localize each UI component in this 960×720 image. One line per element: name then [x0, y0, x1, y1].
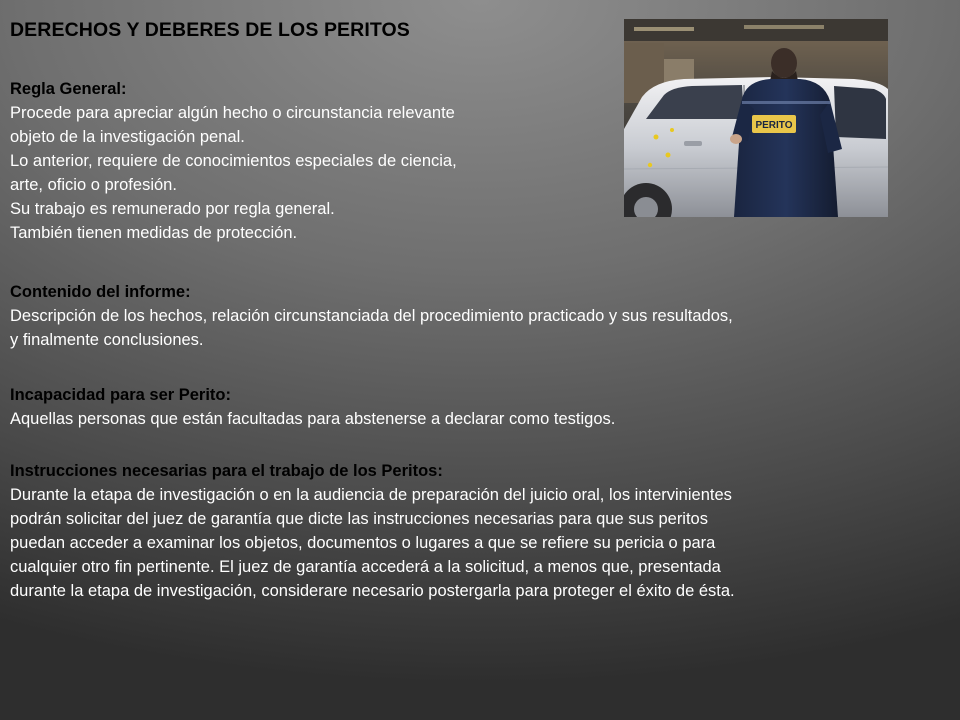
perito-photo: [624, 19, 888, 217]
body-line: cualquier otro fin pertinente. El juez de garantía accederá a la solicitud, a menos que, presentada: [10, 558, 721, 576]
slide-title: DERECHOS Y DEBERES DE LOS PERITOS: [10, 19, 410, 41]
body-line: También tienen medidas de protección.: [10, 224, 298, 242]
body-line: objeto de la investigación penal.: [10, 128, 245, 146]
body-line: arte, oficio o profesión.: [10, 176, 177, 194]
photo-jacket-label: PERITO: [755, 120, 793, 131]
body-line: Aquellas personas que están facultadas para abstenerse a declarar como testigos.: [10, 410, 616, 428]
body-line: Su trabajo es remunerado por regla general.: [10, 200, 335, 218]
section-heading-instrucciones: Instrucciones necesarias para el trabajo de los Peritos:: [10, 462, 443, 480]
body-line: Descripción de los hechos, relación circunstanciada del procedimiento practicado y sus resultados,: [10, 307, 733, 325]
body-line: y finalmente conclusiones.: [10, 331, 204, 349]
body-line: durante la etapa de investigación, considerare necesario postergarla para proteger el éxito de ésta.: [10, 582, 735, 600]
body-line: Procede para apreciar algún hecho o circunstancia relevante: [10, 104, 455, 122]
section-heading-contenido-informe: Contenido del informe:: [10, 283, 191, 301]
body-line: podrán solicitar del juez de garantía que dicte las instrucciones necesarias para que sus peritos: [10, 510, 708, 528]
section-heading-regla-general: Regla General:: [10, 80, 127, 98]
body-line: Durante la etapa de investigación o en la audiencia de preparación del juicio oral, los intervinientes: [10, 486, 732, 504]
body-line: Lo anterior, requiere de conocimientos especiales de ciencia,: [10, 152, 457, 170]
section-heading-incapacidad: Incapacidad para ser Perito:: [10, 386, 232, 404]
body-line: puedan acceder a examinar los objetos, documentos o lugares a que se refiere su pericia o para: [10, 534, 716, 552]
